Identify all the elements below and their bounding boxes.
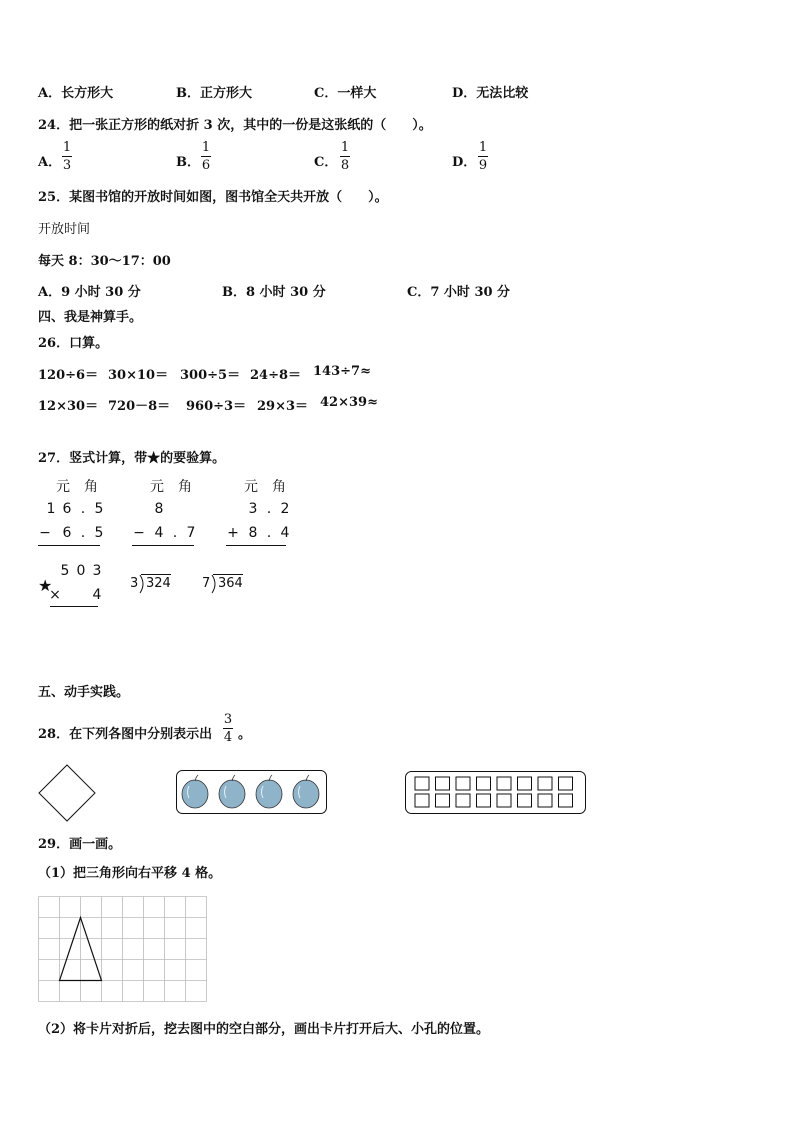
digit: 5 <box>60 563 70 579</box>
fraction-numerator: 1 <box>340 140 350 155</box>
q28-stem-text: 28．在下列各图中分别表示出 <box>38 727 213 742</box>
decimal-point: . <box>172 525 178 541</box>
q26-item: 42×39≈ <box>320 395 378 410</box>
decimal-point: . <box>266 501 272 517</box>
q23-option-b: B．正方形大 <box>176 86 252 101</box>
digit: 4 <box>92 587 102 603</box>
fraction-denominator: 4 <box>223 730 233 745</box>
q24-option-b-fraction <box>201 140 211 173</box>
q24-option-b-letter: B． <box>176 155 200 170</box>
grid-square <box>477 794 491 807</box>
q24-option-c-letter: C． <box>314 155 338 170</box>
q25-stem: 25．某图书馆的开放时间如图，图书馆全天共开放（ ）。 <box>38 190 388 205</box>
q29-part-2: （2）将卡片对折后，挖去图中的空白部分，画出卡片打开后大、小孔的位置。 <box>38 1022 490 1037</box>
q26-stem: 26．口算。 <box>38 336 109 351</box>
grid-square <box>477 777 491 790</box>
unit-yuan: 元 <box>56 479 70 495</box>
grid-square <box>497 794 511 807</box>
result-line <box>226 545 286 546</box>
digit: 6 <box>62 501 72 517</box>
digit: 8 <box>248 525 258 541</box>
section-5-heading: 五、动手实践。 <box>38 685 130 700</box>
q26-item: 29×3＝ <box>257 399 309 414</box>
divisor: 3 <box>130 576 139 591</box>
digit: 4 <box>154 525 164 541</box>
fraction-numerator: 3 <box>223 712 233 727</box>
q25-sign-title: 开放时间 <box>38 222 91 237</box>
q27-stem: 27．竖式计算，带★的要验算。 <box>38 451 226 466</box>
result-line <box>132 545 194 546</box>
q24-option-d-fraction <box>478 140 488 173</box>
unit-yuan: 元 <box>150 479 164 495</box>
unit-jiao: 角 <box>272 479 286 495</box>
multiply-sign: × <box>49 587 61 603</box>
dividend: 324 <box>146 576 171 591</box>
digit: 3 <box>248 501 258 517</box>
plus-sign: + <box>227 525 239 541</box>
q26-item: 30×10＝ <box>108 368 169 383</box>
result-line <box>50 606 98 607</box>
fraction-denominator: 6 <box>201 158 211 173</box>
star-icon: ★ <box>38 576 53 595</box>
unit-jiao: 角 <box>178 479 192 495</box>
fraction-numerator: 1 <box>201 140 211 155</box>
q26-item: 12×30＝ <box>38 399 99 414</box>
grid-square <box>456 777 470 790</box>
decimal-point: . <box>80 525 86 541</box>
q24-option-c-fraction <box>340 140 350 173</box>
grid-square <box>518 777 532 790</box>
q29-part-1: （1）把三角形向右平移 4 格。 <box>38 866 222 881</box>
grid-square <box>436 794 450 807</box>
q26-item: 120÷6＝ <box>38 368 99 383</box>
q28-squares-box <box>405 771 587 815</box>
fraction-denominator: 3 <box>62 158 72 173</box>
dividend: 364 <box>218 576 243 591</box>
q26-item: 720－8＝ <box>108 399 171 414</box>
grid-square <box>497 777 511 790</box>
digit: 0 <box>76 563 86 579</box>
q23-option-c: C．一样大 <box>314 86 377 101</box>
q26-item: 24÷8＝ <box>250 368 302 383</box>
section-4-heading: 四、我是神算手。 <box>38 310 143 325</box>
q25-option-a: A．9 小时 30 分 <box>38 285 141 300</box>
divisor: 7 <box>202 576 211 591</box>
q28-stem-end: 。 <box>238 727 252 742</box>
minus-sign: − <box>39 525 51 541</box>
fraction-denominator: 9 <box>478 158 488 173</box>
grid-square <box>559 777 573 790</box>
result-line <box>38 545 100 546</box>
q24-option-a-fraction <box>62 140 72 173</box>
decimal-point: . <box>80 501 86 517</box>
digit: 4 <box>280 525 290 541</box>
grid-square <box>415 777 429 790</box>
q25-option-b: B．8 小时 30 分 <box>222 285 326 300</box>
q23-option-d: D．无法比较 <box>452 86 529 101</box>
q28-diamond-shape <box>38 763 98 823</box>
unit-jiao: 角 <box>84 479 98 495</box>
grid-square <box>559 794 573 807</box>
q25-option-c: C．7 小时 30 分 <box>407 285 511 300</box>
q25-sign-hours: 每天 8：30～17：00 <box>38 254 171 269</box>
grid-square <box>538 777 552 790</box>
q28-fraction <box>223 712 233 745</box>
unit-yuan: 元 <box>244 479 258 495</box>
q26-item: 960÷3＝ <box>186 399 247 414</box>
grid-square <box>518 794 532 807</box>
digit: 5 <box>94 525 104 541</box>
fraction-numerator: 1 <box>478 140 488 155</box>
digit: 2 <box>280 501 290 517</box>
q24-option-d-letter: D． <box>452 155 477 170</box>
q26-item: 143÷7≈ <box>313 364 371 379</box>
digit: 3 <box>92 563 102 579</box>
grid-square <box>538 794 552 807</box>
digit: 6 <box>62 525 72 541</box>
decimal-point: . <box>266 525 272 541</box>
q23-option-a: A．长方形大 <box>38 86 114 101</box>
fraction-denominator: 8 <box>340 158 350 173</box>
grid-square <box>436 777 450 790</box>
digit: 5 <box>94 501 104 517</box>
q29-grid <box>38 896 208 1003</box>
q24-stem: 24．把一张正方形的纸对折 3 次，其中的一份是这张纸的（ ）。 <box>38 118 432 133</box>
minus-sign: − <box>133 525 145 541</box>
q26-item: 300÷5＝ <box>180 368 241 383</box>
q29-stem: 29．画一画。 <box>38 837 122 852</box>
fraction-numerator: 1 <box>62 140 72 155</box>
digit: 1 <box>46 501 56 517</box>
grid-square <box>456 794 470 807</box>
digit: 8 <box>154 501 164 517</box>
division-bar <box>213 574 243 575</box>
division-bar <box>141 574 171 575</box>
q24-option-a-letter: A． <box>38 155 62 170</box>
grid-square <box>415 794 429 807</box>
q28-apples-box <box>176 770 328 814</box>
digit: 7 <box>186 525 196 541</box>
